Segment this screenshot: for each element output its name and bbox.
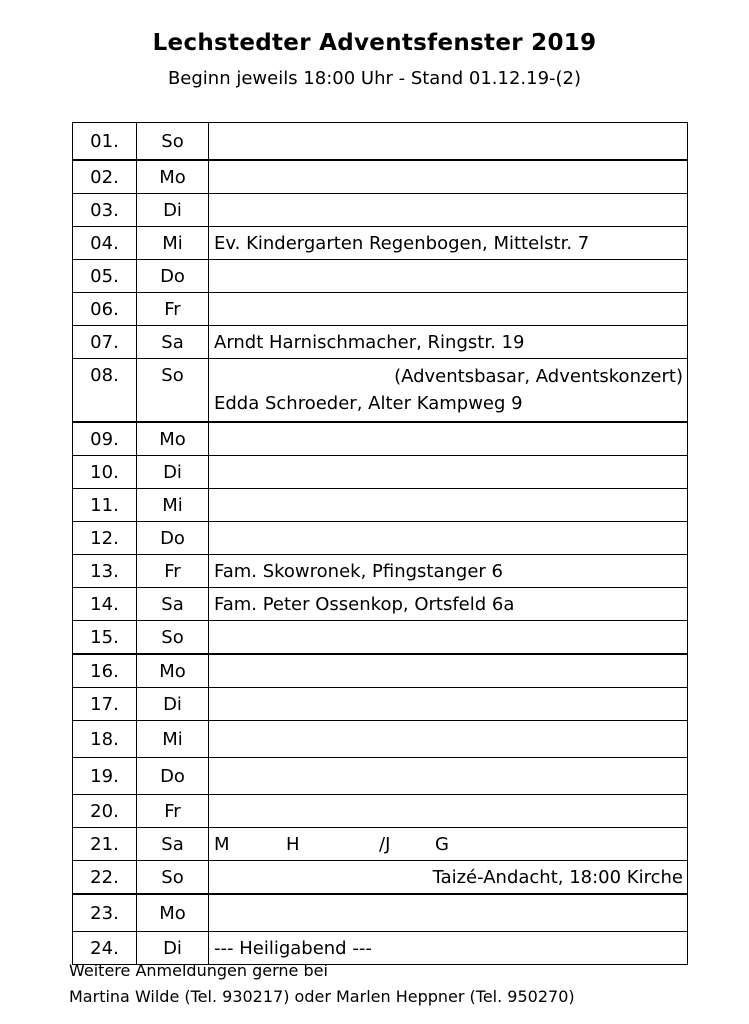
event-cell [209, 795, 688, 828]
event-cell [209, 758, 688, 795]
event-cell [209, 359, 688, 423]
date-number: 01. [73, 123, 137, 161]
date-number: 19. [73, 758, 137, 795]
table-row [73, 795, 688, 828]
footer-note: Weitere Anmeldungen gerne bei [69, 961, 328, 980]
weekday: Mo [137, 422, 209, 456]
event-cell [209, 721, 688, 758]
event-cell [209, 828, 688, 861]
table-row [73, 227, 688, 260]
date-number: 02. [73, 160, 137, 194]
table-row [73, 293, 688, 326]
event-cell [209, 489, 688, 522]
event-cell: Fam. Skowronek, Pfingstanger 6 [209, 555, 688, 588]
event-cell [209, 160, 688, 194]
table-row [73, 359, 688, 423]
event-cell [209, 654, 688, 688]
date-number: 06. [73, 293, 137, 326]
weekday: Di [137, 932, 209, 965]
event-cell [209, 194, 688, 227]
event-cell [209, 260, 688, 293]
table-row [73, 456, 688, 489]
event-fragment: M [214, 833, 230, 855]
date-number: 12. [73, 522, 137, 555]
event-fragment: /J [379, 833, 391, 855]
date-number: 07. [73, 326, 137, 359]
table-row [73, 422, 688, 456]
date-number: 13. [73, 555, 137, 588]
weekday: Di [137, 688, 209, 721]
table-row [73, 828, 688, 861]
weekday: So [137, 359, 209, 423]
weekday: Mi [137, 721, 209, 758]
table-row [73, 522, 688, 555]
event-fragment: H [286, 833, 300, 855]
event-cell: Arndt Harnischmacher, Ringstr. 19 [209, 326, 688, 359]
weekday: Sa [137, 326, 209, 359]
weekday: Di [137, 194, 209, 227]
date-number: 05. [73, 260, 137, 293]
weekday: So [137, 621, 209, 655]
table-row [73, 194, 688, 227]
date-number: 15. [73, 621, 137, 655]
table-row [73, 555, 688, 588]
date-number: 17. [73, 688, 137, 721]
event-cell [209, 123, 688, 161]
weekday: Fr [137, 293, 209, 326]
event-cell [209, 293, 688, 326]
date-number: 09. [73, 422, 137, 456]
table-row [73, 123, 688, 161]
event-cell [209, 522, 688, 555]
document-subtitle: Beginn jeweils 18:00 Uhr - Stand 01.12.19-(2) [167, 68, 582, 89]
date-number: 04. [73, 227, 137, 260]
table-row [73, 932, 688, 965]
event-cell: Taizé-Andacht, 18:00 Kirche [209, 861, 688, 895]
table-row [73, 654, 688, 688]
table-row [73, 621, 688, 655]
table-row [73, 489, 688, 522]
weekday: Fr [137, 555, 209, 588]
weekday: Sa [137, 828, 209, 861]
table-row [73, 721, 688, 758]
table-row [73, 894, 688, 932]
table-row [73, 260, 688, 293]
weekday: Mi [137, 489, 209, 522]
schedule-table [72, 122, 688, 965]
event-cell: --- Heiligabend --- [209, 932, 688, 965]
event-cell [209, 422, 688, 456]
event-host: Edda Schroeder, Alter Kampweg 9 [214, 393, 523, 414]
footer-contacts: Martina Wilde (Tel. 930217) oder Marlen Heppner (Tel. 950270) [69, 987, 575, 1006]
weekday: Di [137, 456, 209, 489]
date-number: 14. [73, 588, 137, 621]
date-number: 21. [73, 828, 137, 861]
weekday: Do [137, 522, 209, 555]
date-number: 23. [73, 894, 137, 932]
event-cell [209, 894, 688, 932]
date-number: 18. [73, 721, 137, 758]
date-number: 03. [73, 194, 137, 227]
table-row [73, 688, 688, 721]
weekday: Sa [137, 588, 209, 621]
date-number: 20. [73, 795, 137, 828]
date-number: 10. [73, 456, 137, 489]
weekday: Mo [137, 654, 209, 688]
table-row [73, 588, 688, 621]
date-number: 22. [73, 861, 137, 895]
weekday: So [137, 861, 209, 895]
event-cell [209, 621, 688, 655]
event-cell: Fam. Peter Ossenkop, Ortsfeld 6a [209, 588, 688, 621]
weekday: Do [137, 260, 209, 293]
table-row [73, 160, 688, 194]
event-cell: Ev. Kindergarten Regenbogen, Mittelstr. 7 [209, 227, 688, 260]
weekday: Mo [137, 894, 209, 932]
weekday: Mi [137, 227, 209, 260]
date-number: 16. [73, 654, 137, 688]
document-title: Lechstedter Adventsfenster 2019 [152, 30, 597, 56]
date-number: 11. [73, 489, 137, 522]
table-row [73, 326, 688, 359]
table-row [73, 758, 688, 795]
table-row [73, 861, 688, 895]
weekday: Do [137, 758, 209, 795]
event-cell [209, 456, 688, 489]
weekday: Fr [137, 795, 209, 828]
weekday: Mo [137, 160, 209, 194]
date-number: 08. [73, 359, 137, 423]
event-fragment: G [435, 833, 449, 855]
event-cell [209, 688, 688, 721]
weekday: So [137, 123, 209, 161]
event-note: (Adventsbasar, Adventskonzert) [394, 366, 683, 387]
date-number: 24. [73, 932, 137, 965]
